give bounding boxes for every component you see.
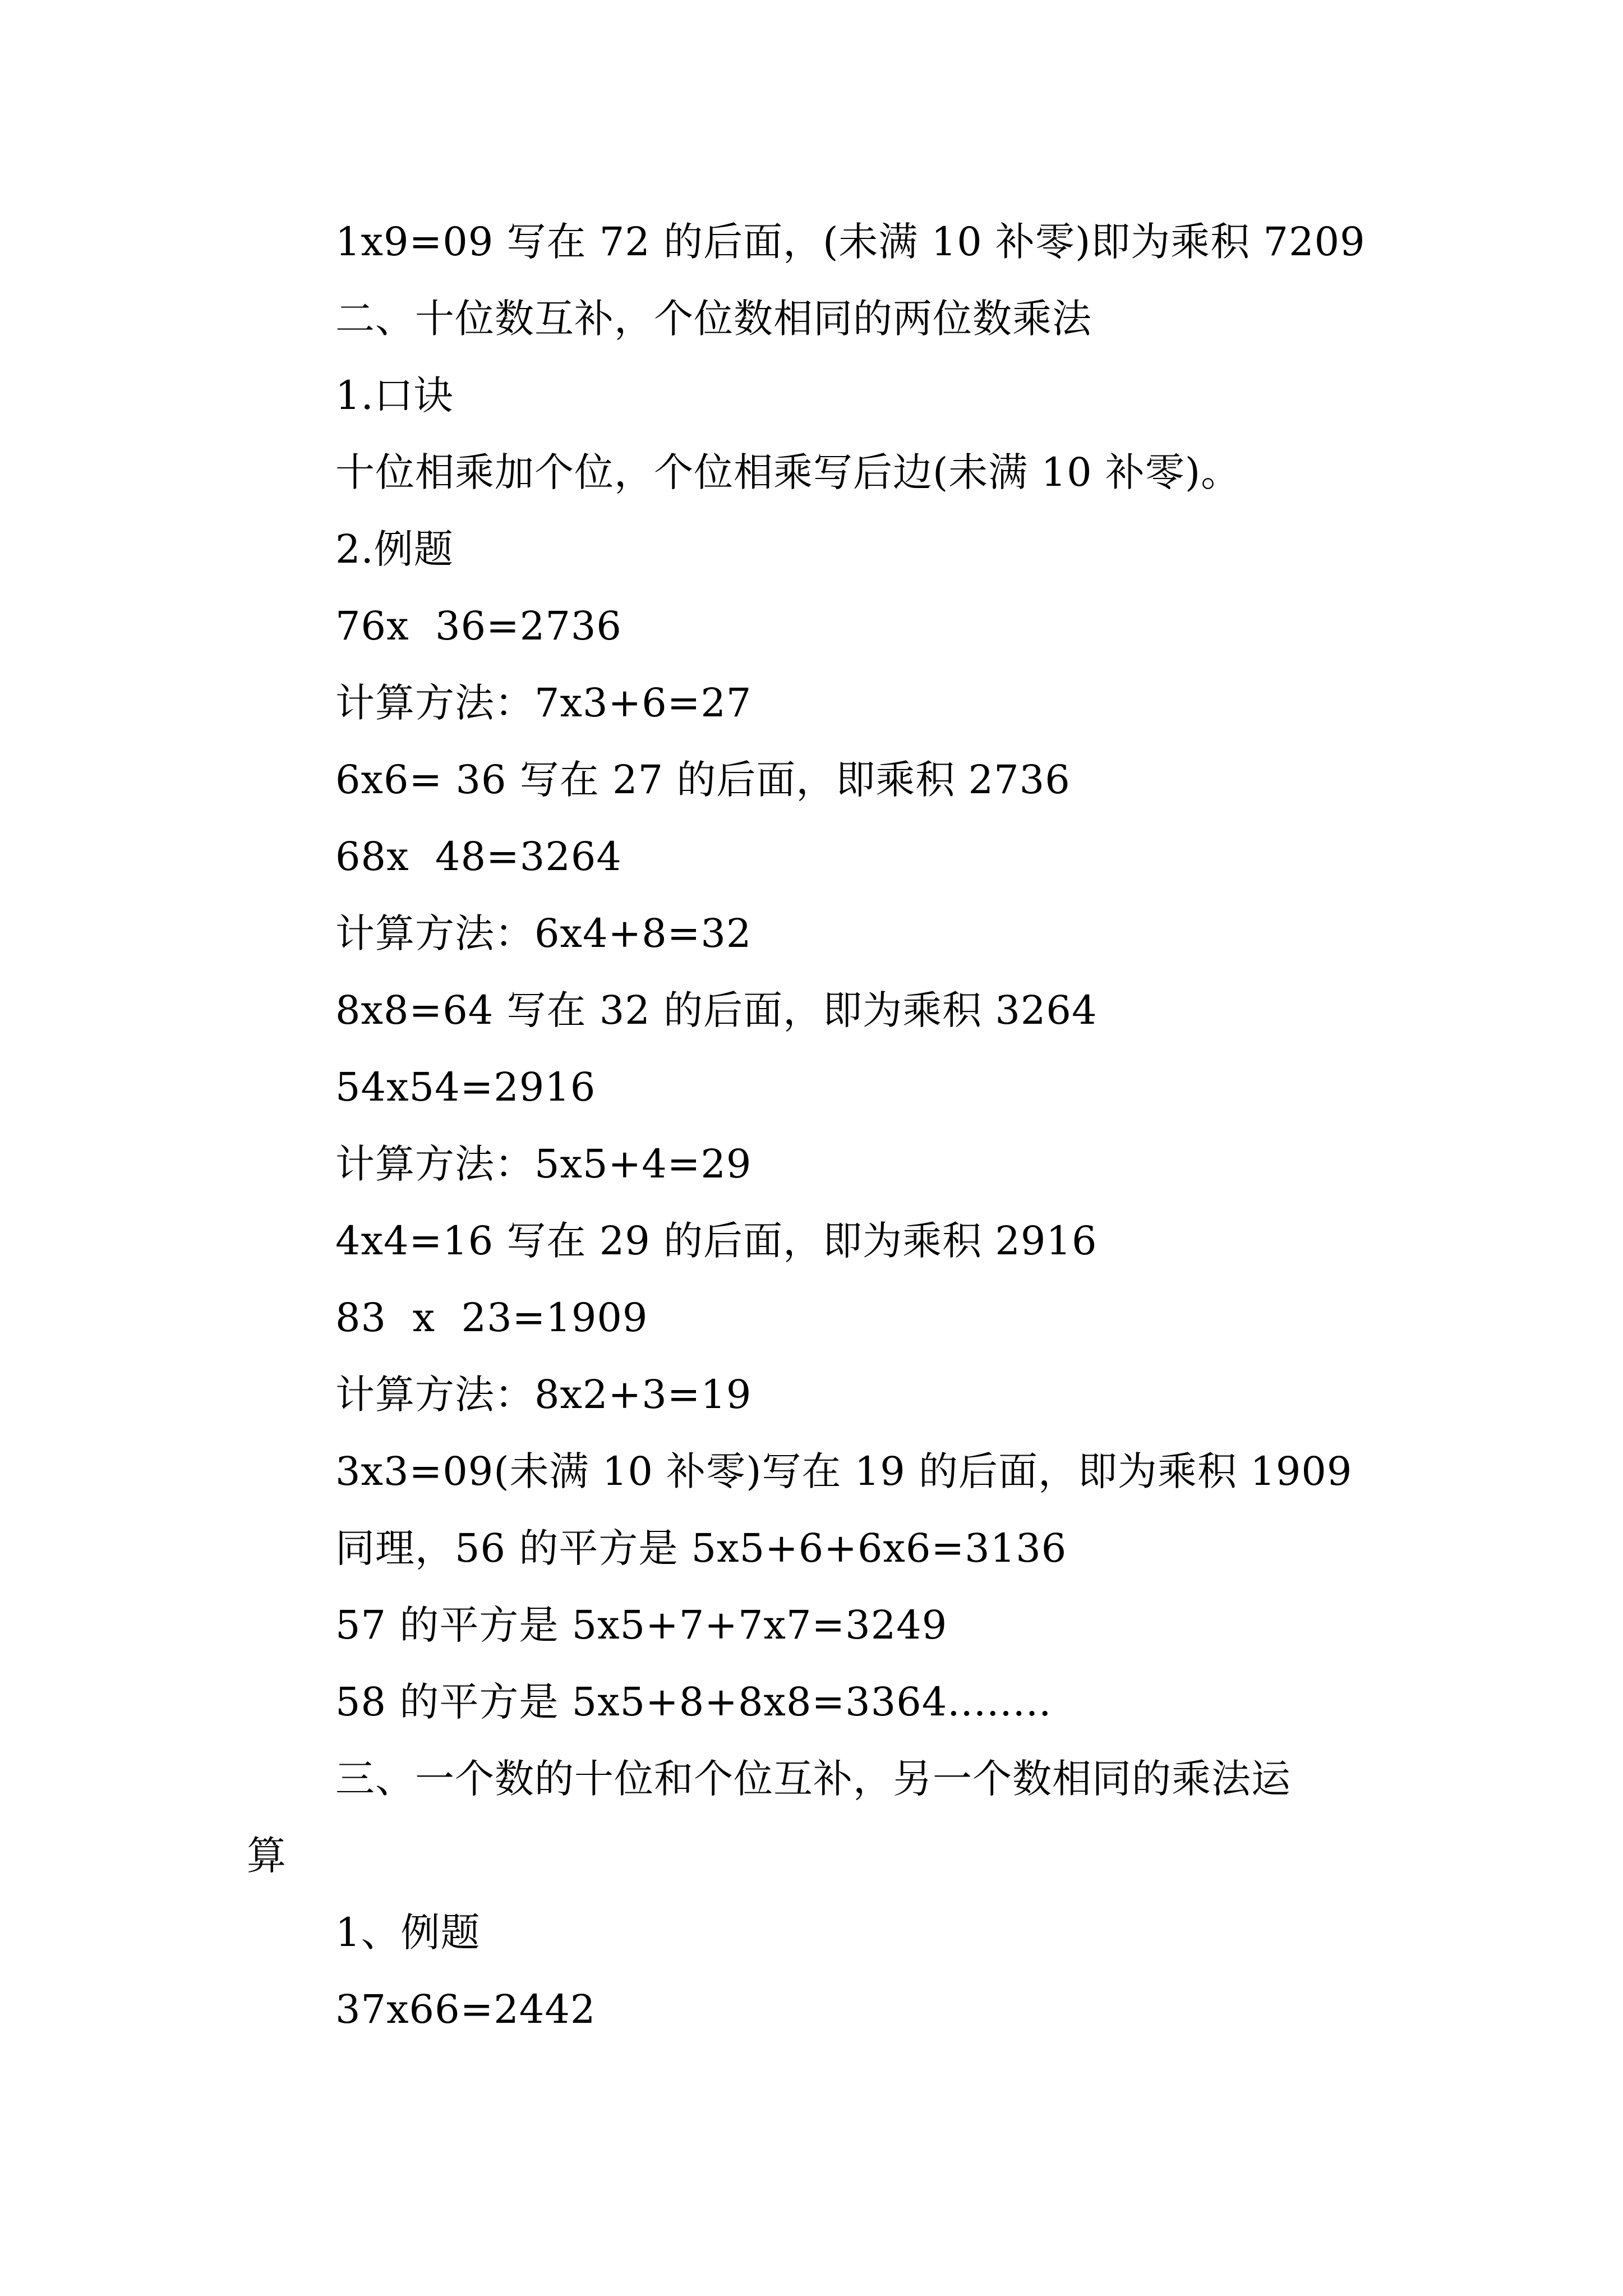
text-line: 1x9=09 写在 72 的后面，(未满 10 补零)即为乘积 7209 — [335, 219, 1366, 265]
subheading: 1.口诀 — [335, 372, 454, 418]
text-line: 计算方法：8x2+3=19 — [335, 1372, 752, 1418]
subheading: 1、例题 — [335, 1910, 481, 1955]
text-line: 3x3=09(未满 10 补零)写在 19 的后面，即为乘积 1909 — [335, 1448, 1353, 1494]
equation-line: 83 x 23=1909 — [335, 1295, 648, 1341]
section-heading: 二、十位数互补，个位数相同的两位数乘法 — [335, 296, 1092, 342]
equation-line: 76x 36=2736 — [335, 603, 622, 649]
text-line: 4x4=16 写在 29 的后面，即为乘积 2916 — [335, 1218, 1098, 1264]
text-line: 8x8=64 写在 32 的后面，即为乘积 3264 — [335, 987, 1098, 1033]
text-line: 计算方法：7x3+6=27 — [335, 680, 752, 726]
subheading: 2.例题 — [335, 526, 454, 572]
section-heading: 三、一个数的十位和个位互补，另一个数相同的乘法运 — [335, 1756, 1291, 1802]
equation-line: 37x66=2442 — [335, 1986, 596, 2032]
text-line: 同理，56 的平方是 5x5+6+6x6=3136 — [335, 1525, 1067, 1571]
text-line: 计算方法：6x4+8=32 — [335, 910, 752, 956]
section-heading-continuation: 算 — [247, 1833, 287, 1879]
text-line: 6x6= 36 写在 27 的后面，即乘积 2736 — [335, 757, 1071, 803]
equation-line: 68x 48=3264 — [335, 834, 622, 880]
text-line: 57 的平方是 5x5+7+7x7=3249 — [335, 1602, 948, 1648]
text-line: 十位相乘加个位，个位相乘写后边(未满 10 补零)。 — [335, 449, 1241, 495]
text-line: 58 的平方是 5x5+8+8x8=3364........ — [335, 1679, 1052, 1725]
equation-line: 54x54=2916 — [335, 1064, 596, 1110]
text-line: 计算方法：5x5+4=29 — [335, 1141, 752, 1187]
